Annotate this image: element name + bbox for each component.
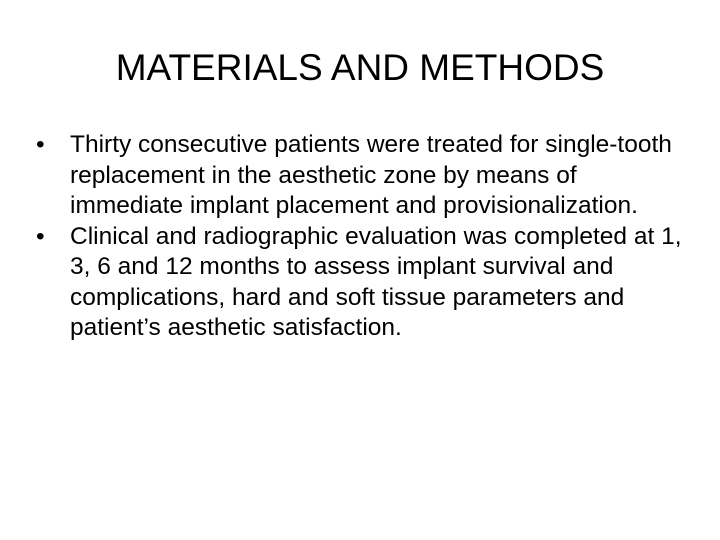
bullet-text: Clinical and radiographic evaluation was completed at 1, 3, 6 and 12 months to assess implant survival and complications, hard and soft tissue parameters and patient’s aesthetic satisfaction. <box>70 222 682 341</box>
bullet-icon: • <box>36 222 45 250</box>
slide-title: MATERIALS AND METHODS <box>115 47 605 88</box>
bullet-text: Thirty consecutive patients were treated for single-tooth replacement in the aesthetic zone by means of immediate implant placement and provisionalization. <box>70 131 672 219</box>
bullet-list <box>36 130 686 344</box>
bullet-item <box>36 130 686 222</box>
bullet-item <box>36 222 686 344</box>
bullet-icon: • <box>36 131 45 158</box>
